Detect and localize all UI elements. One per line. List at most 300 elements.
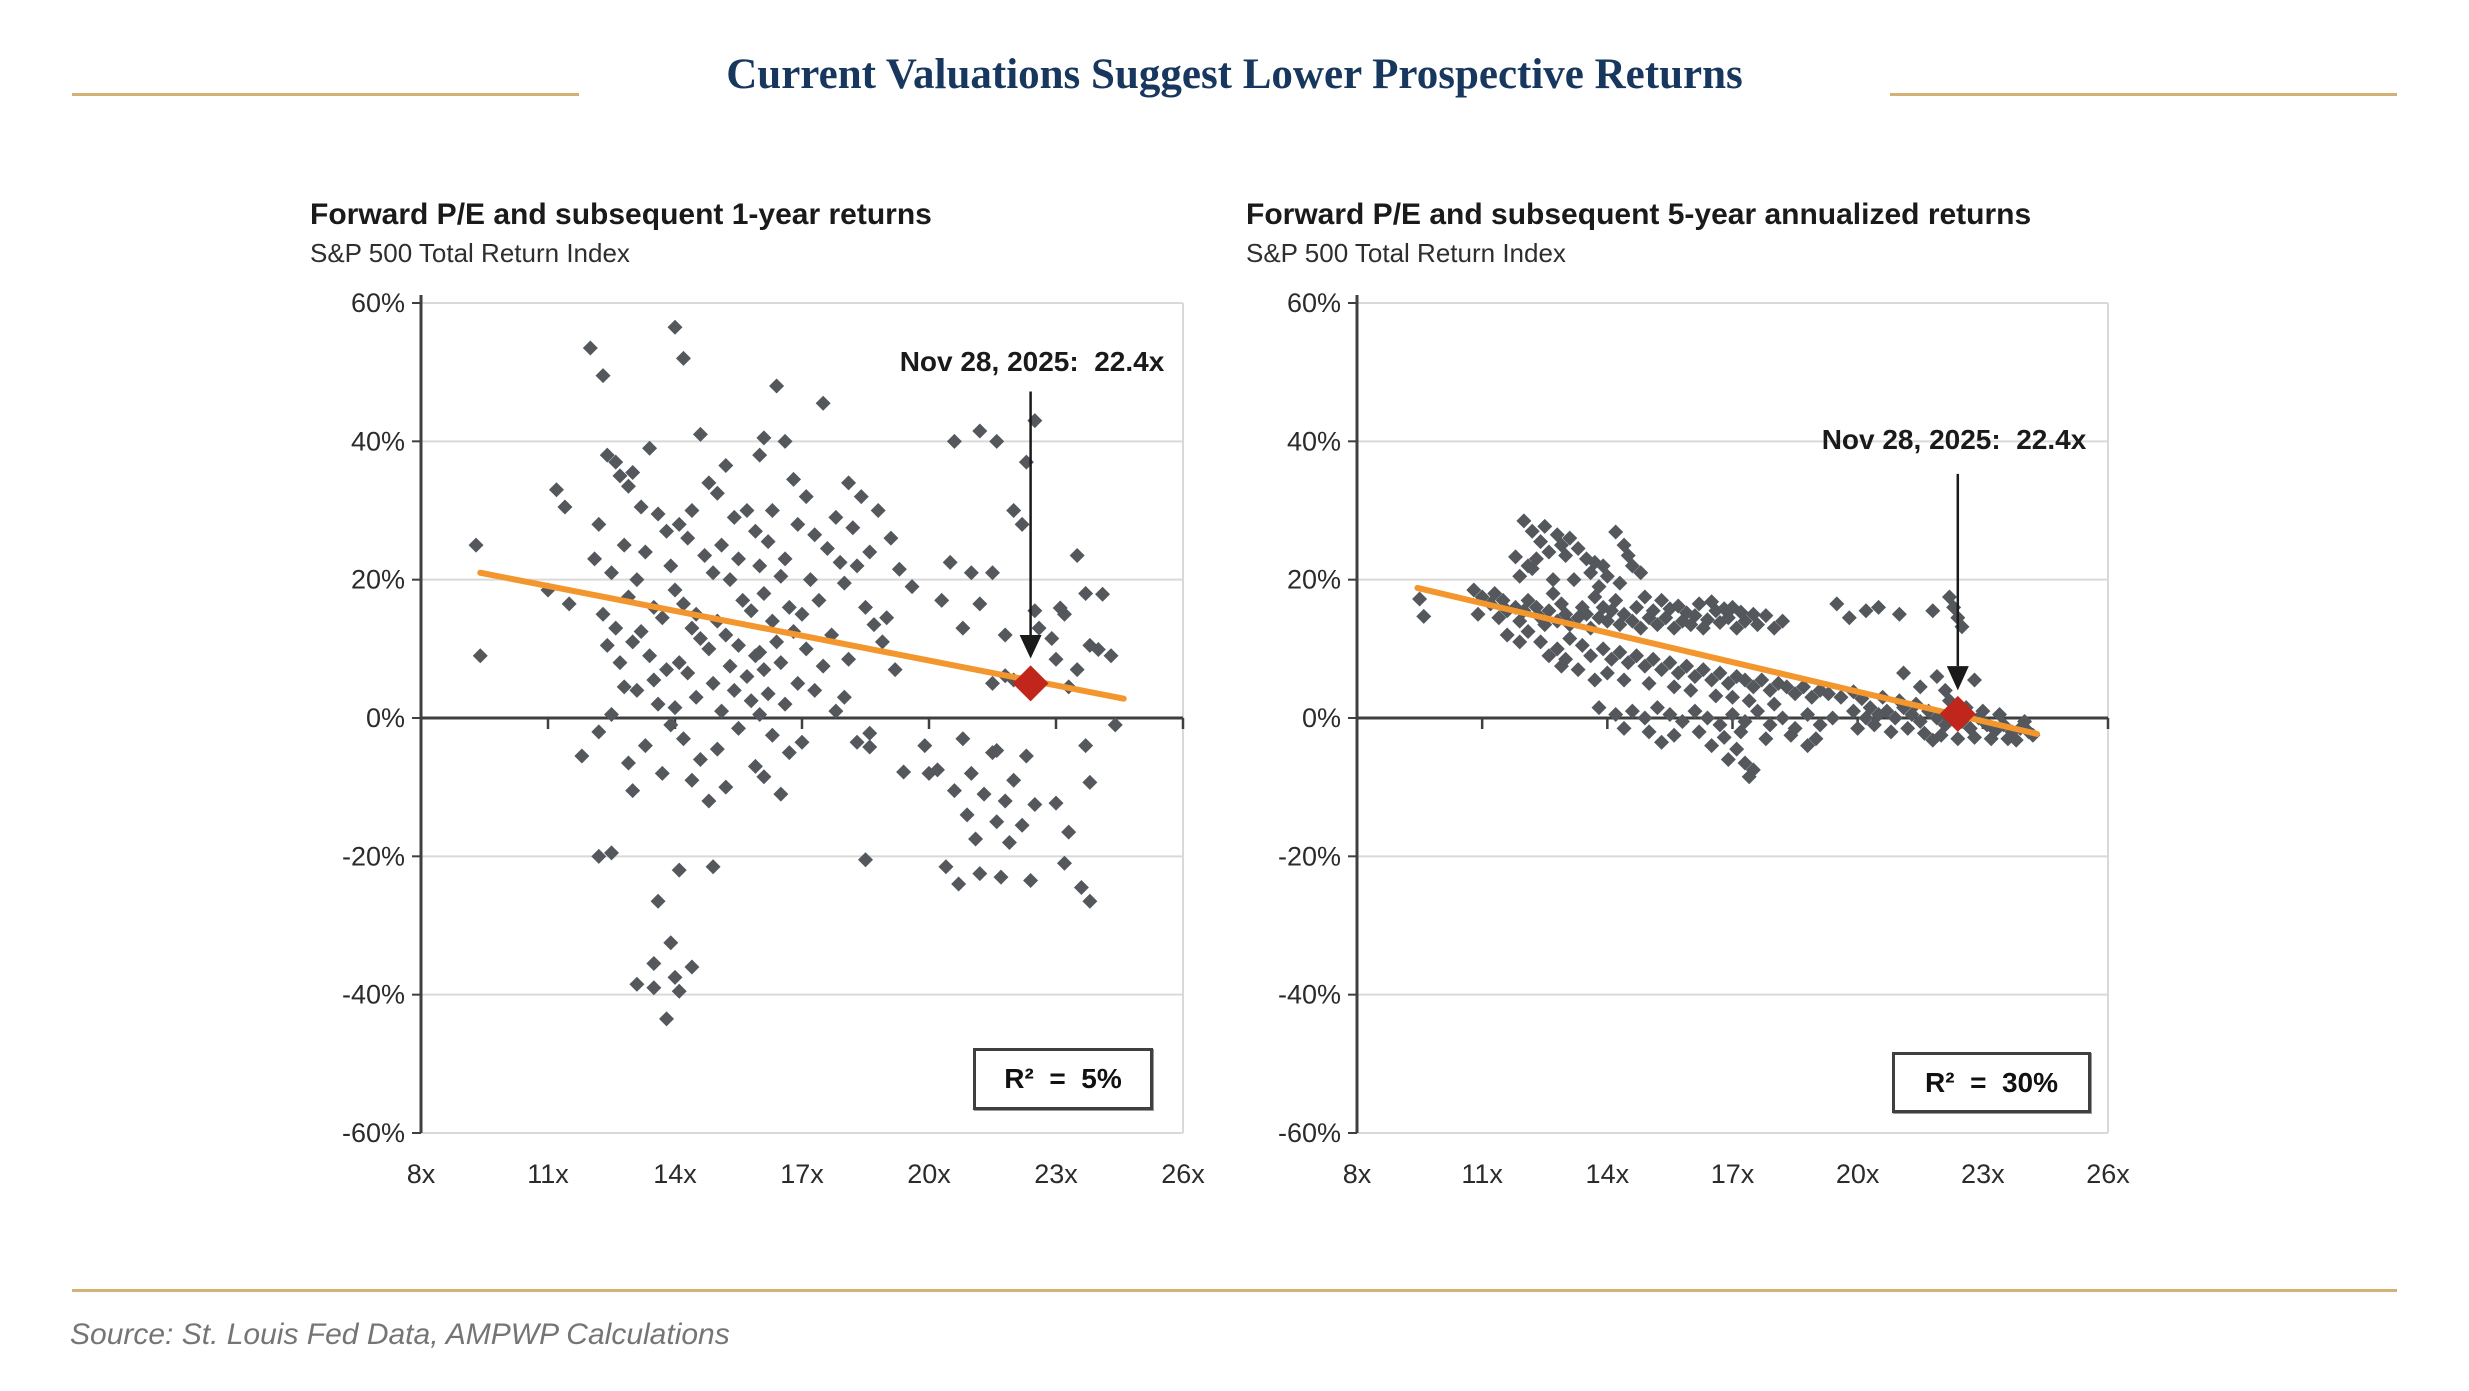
scatter-point [723,659,738,674]
scatter-point [706,676,721,691]
scatter-point [1692,596,1707,611]
scatter-point [1521,624,1536,639]
scatter-point [642,441,657,456]
scatter-point [710,486,725,501]
scatter-point [879,610,894,625]
scatter-point [1596,641,1611,656]
source-rule [72,1289,2397,1292]
scatter-point [837,690,852,705]
scatter-point [1687,704,1702,719]
scatter-point [1575,638,1590,653]
scatter-point [1027,797,1042,812]
scatter-point [617,679,632,694]
scatter-point [761,534,776,549]
scatter-point [955,731,970,746]
scatter-point [985,565,1000,580]
scatter-point [828,704,843,719]
scatter-point [634,500,649,515]
scatter-point [701,475,716,490]
scatter-point [892,562,907,577]
scatter-point [905,579,920,594]
scatter-point [617,538,632,553]
scatter-point [672,863,687,878]
scatter-point [862,545,877,560]
scatter-point [1712,717,1727,732]
scatter-point [1608,707,1623,722]
scatter-point [972,596,987,611]
scatter-point [676,351,691,366]
scatter-point [769,379,784,394]
scatter-point [769,634,784,649]
scatter-point [659,524,674,539]
y-tick-label: -60% [1277,1118,1341,1148]
scatter-point [1813,717,1828,732]
scatter-point [735,593,750,608]
scatter-point [833,555,848,570]
scatter-point [1583,648,1598,663]
chart2-plot [1262,255,2163,1230]
scatter-point [998,628,1013,643]
scatter-point [1896,666,1911,681]
scatter-point [1470,607,1485,622]
scatter-point [938,859,953,874]
scatter-point [1654,735,1669,750]
scatter-point [790,676,805,691]
scatter-point [989,814,1004,829]
source-text: Source: St. Louis Fed Data, AMPWP Calculations [70,1318,730,1351]
scatter-point [668,700,683,715]
scatter-point [795,735,810,750]
scatter-point [1032,621,1047,636]
scatter-point [701,794,716,809]
scatter-point [646,956,661,971]
scatter-point [1767,697,1782,712]
scatter-point [651,506,666,521]
scatter-point [778,551,793,566]
x-tick-label: 20x [1835,1159,1880,1189]
scatter-point [693,427,708,442]
scatter-point [612,655,627,670]
y-tick-label: 20% [350,564,405,595]
scatter-point [752,448,767,463]
x-tick-label: 14x [1585,1159,1630,1189]
scatter-point [676,731,691,746]
x-tick-label: 23x [1034,1159,1078,1189]
scatter-point [850,735,865,750]
scatter-point [1742,693,1757,708]
scatter-point [668,970,683,985]
scatter-point [778,434,793,449]
x-tick-label: 14x [653,1159,697,1189]
scatter-point [689,690,704,705]
scatter-point [1571,541,1586,556]
scatter-point [557,500,572,515]
scatter-point [587,551,602,566]
scatter-point [651,697,666,712]
scatter-point [1591,700,1606,715]
scatter-point [1061,825,1076,840]
scatter-point [896,764,911,779]
scatter-point [790,517,805,532]
scatter-point [697,548,712,563]
scatter-point [972,866,987,881]
scatter-point [1104,648,1119,663]
scatter-point [1541,545,1556,560]
scatter-point [672,984,687,999]
scatter-point [947,783,962,798]
x-tick-label: 8x [406,1159,436,1189]
scatter-point [1057,856,1072,871]
scatter-point [1642,676,1657,691]
scatter-point [625,634,640,649]
scatter-point [714,538,729,553]
scatter-point [1508,549,1523,564]
scatter-point [663,558,678,573]
scatter-point [680,666,695,681]
scatter-point [756,586,771,601]
scatter-point [1095,587,1110,602]
scatter-point [1412,592,1427,607]
scatter-point [1629,600,1644,615]
annotation-arrow-head [1020,635,1042,659]
y-tick-label: -40% [1277,979,1341,1010]
chart1-r2-box: R² = 5% [973,1048,1153,1110]
scatter-point [672,655,687,670]
scatter-point [718,780,733,795]
scatter-point [1002,835,1017,850]
scatter-point [778,697,793,712]
scatter-point [1571,662,1586,677]
scatter-point [756,662,771,677]
scatter-point [473,648,488,663]
scatter-point [968,832,983,847]
chart1-plot [326,255,1238,1230]
x-tick-label: 8x [1342,1159,1372,1189]
scatter-point [964,565,979,580]
scatter-point [1015,517,1030,532]
scatter-point [1533,534,1548,549]
scatter-point [739,503,754,518]
scatter-point [1070,548,1085,563]
scatter-point [1015,818,1030,833]
scatter-point [1667,728,1682,743]
scatter-point [1082,894,1097,909]
scatter-point [1667,679,1682,694]
scatter-point [638,738,653,753]
scatter-point [1416,609,1431,624]
y-tick-label: 40% [1286,426,1341,457]
scatter-point [642,648,657,663]
x-tick-label: 26x [2086,1159,2130,1189]
y-tick-label: -60% [341,1118,405,1148]
title-rule-left [72,93,579,96]
scatter-point [672,517,687,532]
scatter-point [574,749,589,764]
scatter-point [964,766,979,781]
scatter-point [1650,700,1665,715]
scatter-point [706,859,721,874]
scatter-point [985,676,1000,691]
scatter-point [1500,628,1515,643]
scatter-point [795,607,810,622]
scatter-point [875,634,890,649]
scatter-point [1049,652,1064,667]
scatter-point [773,787,788,802]
scatter-point [871,503,886,518]
scatter-point [1829,596,1844,611]
scatter-point [1842,610,1857,625]
chart2-r2-box: R² = 30% [1892,1052,2091,1113]
scatter-point [1044,631,1059,646]
x-tick-label: 17x [1710,1159,1755,1189]
scatter-point [977,787,992,802]
scatter-point [727,510,742,525]
scatter-point [1023,873,1038,888]
scatter-point [807,527,822,542]
scatter-point [1700,711,1715,726]
scatter-point [820,541,835,556]
scatter-point [883,531,898,546]
scatter-point [841,652,856,667]
scatter-point [786,472,801,487]
scatter-point [591,517,606,532]
scatter-point [1587,672,1602,687]
y-tick-label: -20% [1277,841,1341,872]
scatter-point [744,693,759,708]
scatter-point [1642,724,1657,739]
y-tick-label: 0% [1301,703,1341,733]
scatter-point [858,600,873,615]
scatter-point [1049,796,1064,811]
scatter-point [807,683,822,698]
scatter-point [731,721,746,736]
x-tick-label: 20x [907,1159,951,1189]
scatter-point [1758,731,1773,746]
scatter-point [625,783,640,798]
x-tick-label: 11x [1461,1159,1503,1189]
scatter-point [663,935,678,950]
scatter-point [951,877,966,892]
scatter-point [1900,721,1915,736]
scatter-point [1692,724,1707,739]
scatter-point [989,434,1004,449]
scatter-point [655,610,670,625]
scatter-point [1546,586,1561,601]
scatter-point [629,977,644,992]
scatter-point [955,621,970,636]
scatter-point [1750,704,1765,719]
scatter-point [1006,773,1021,788]
scatter-point [1721,752,1736,767]
scatter-point [731,638,746,653]
scatter-point [845,520,860,535]
scatter-point [591,849,606,864]
scatter-point [1600,666,1615,681]
scatter-point [866,617,881,632]
scatter-point [591,724,606,739]
scatter-point [1078,738,1093,753]
scatter-point [596,368,611,383]
scatter-point [765,503,780,518]
scatter-point [1708,688,1723,703]
scatter-point [693,752,708,767]
scatter-point [752,558,767,573]
scatter-point [862,740,877,755]
scatter-point [799,641,814,656]
scatter-point [604,565,619,580]
scatter-point [1608,524,1623,539]
title-rule-right [1890,93,2397,96]
scatter-point [816,396,831,411]
scatter-point [634,624,649,639]
scatter-point [718,628,733,643]
scatter-point [1637,711,1652,726]
scatter-point [1717,730,1732,745]
scatter-point [1516,513,1531,528]
scatter-point [680,531,695,546]
scatter-point [1019,749,1034,764]
scatter-point [693,631,708,646]
scatter-point [960,807,975,822]
chart2-annotation-label: Nov 28, 2025: 22.4x [1821,424,2087,455]
scatter-point [744,603,759,618]
scatter-point [659,662,674,677]
scatter-point [1082,775,1097,790]
scatter-point [1562,631,1577,646]
scatter-point [917,738,932,753]
scatter-point [1078,586,1093,601]
scatter-point [684,621,699,636]
scatter-point [1725,707,1740,722]
scatter-point [1729,742,1744,757]
scatter-point [972,423,987,438]
scatter-point [1825,711,1840,726]
scatter-point [998,794,1013,809]
scatter-point [684,773,699,788]
scatter-point [934,593,949,608]
scatter-point [773,569,788,584]
scatter-point [1637,589,1652,604]
annotation-arrow-head [1947,666,1969,690]
y-tick-label: 20% [1286,564,1341,595]
scatter-point [748,759,763,774]
scatter-point [651,894,666,909]
scatter-point [761,686,776,701]
scatter-point [862,726,877,741]
scatter-point [1525,524,1540,539]
scatter-point [659,1011,674,1026]
scatter-point [1913,679,1928,694]
scatter-point [612,468,627,483]
x-tick-label: 26x [1161,1159,1205,1189]
scatter-point [799,489,814,504]
page-title: Current Valuations Suggest Lower Prospective Returns [726,51,1743,98]
scatter-point [1546,572,1561,587]
scatter-point [629,683,644,698]
y-tick-label: -40% [341,979,405,1010]
scatter-point [701,641,716,656]
scatter-point [621,755,636,770]
scatter-point [1967,672,1982,687]
scatter-point [1950,731,1965,746]
scatter-point [841,475,856,490]
scatter-point [1775,711,1790,726]
scatter-point [655,766,670,781]
scatter-point [1512,634,1527,649]
scatter-point [782,600,797,615]
y-tick-label: 40% [350,426,405,457]
scatter-point [706,565,721,580]
scatter-point [1675,714,1690,729]
x-tick-label: 23x [1961,1159,2005,1189]
scatter-point [1662,707,1677,722]
scatter-point [684,960,699,975]
scatter-point [1683,683,1698,698]
y-tick-label: -20% [341,841,405,872]
chart1-title: Forward P/E and subsequent 1-year returns [310,198,932,231]
highlight-diamond [1013,665,1049,701]
scatter-point [625,465,640,480]
scatter-point [1566,572,1581,587]
scatter-point [723,572,738,587]
scatter-point [756,430,771,445]
scatter-point [604,845,619,860]
scatter-point [739,669,754,684]
scatter-point [549,482,564,497]
scatter-point [850,558,865,573]
scatter-point [1859,603,1874,618]
scatter-point [1108,717,1123,732]
scatter-point [1925,603,1940,618]
scatter-point [765,728,780,743]
scatter-point [1070,662,1085,677]
scatter-point [1533,634,1548,649]
scatter-point [752,707,767,722]
scatter-point [773,655,788,670]
x-tick-label: 11x [527,1159,569,1189]
scatter-point [748,524,763,539]
x-tick-label: 17x [780,1159,824,1189]
scatter-point [629,572,644,587]
scatter-point [888,662,903,677]
scatter-point [596,607,611,622]
scatter-point [1884,724,1899,739]
scatter-point [858,852,873,867]
scatter-point [646,980,661,995]
scatter-point [1612,576,1627,591]
scatter-point [1617,721,1632,736]
scatter-point [811,593,826,608]
scatter-point [1846,704,1861,719]
scatter-point [943,555,958,570]
scatter-point [731,551,746,566]
scatter-point [604,707,619,722]
scatter-point [1850,721,1865,736]
scatter-point [816,659,831,674]
scatter-point [1074,880,1089,895]
scatter-point [1537,519,1552,534]
scatter-point [1617,672,1632,687]
y-tick-label: 0% [365,703,405,733]
chart1-subtitle: S&P 500 Total Return Index [310,238,630,268]
scatter-point [727,683,742,698]
chart1-annotation-label: Nov 28, 2025: 22.4x [899,346,1165,377]
scatter-point [684,503,699,518]
scatter-point [638,545,653,560]
scatter-point [782,745,797,760]
scatter-point [993,870,1008,885]
scatter-point [621,479,636,494]
